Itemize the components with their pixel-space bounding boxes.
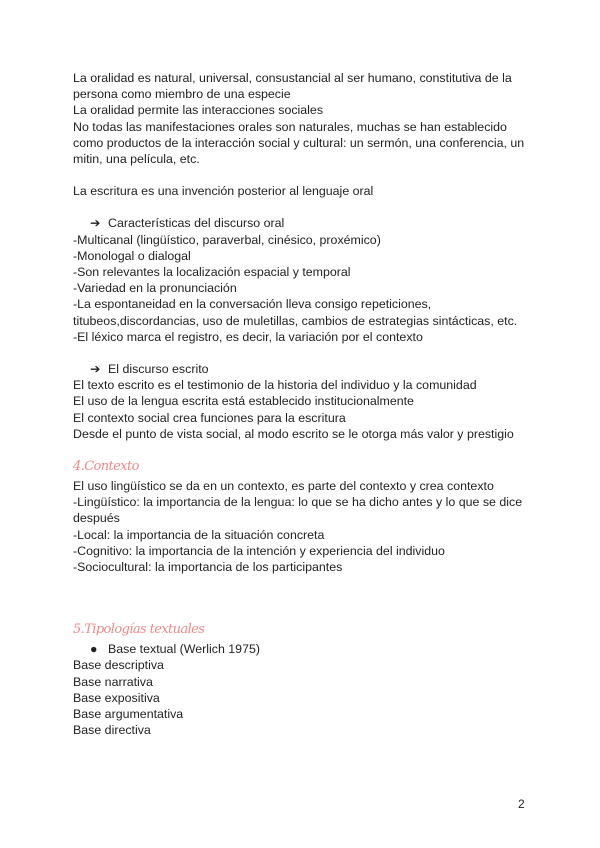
subsection-title-text: El discurso escrito — [108, 362, 209, 377]
bullet-icon: ● — [90, 642, 98, 657]
section-heading-contexto: 4.Contexto — [73, 459, 139, 475]
subsection-title-oral — [73, 215, 533, 231]
list-item: Base expositiva — [73, 690, 160, 705]
text-line: -Local: la importancia de la situación concreta — [73, 527, 325, 542]
list-item: El texto escrito es el testimonio de la historia del individuo y la comunidad — [73, 378, 477, 393]
list-item: El uso de la lengua escrita está establecido institucionalmente — [73, 394, 414, 409]
text-line: persona como miembro de una especie — [73, 87, 291, 102]
list-item: -Multicanal (lingüístico, paraverbal, cinésico, proxémico) — [73, 232, 381, 247]
list-item: Base argumentativa — [73, 707, 184, 722]
list-item: Base descriptiva — [73, 658, 164, 673]
text-line: -Cognitivo: la importancia de la intención y experiencia del individuo — [73, 543, 445, 558]
list-item: Desde el punto de vista social, al modo escrito se le otorga más valor y prestigio — [73, 426, 514, 441]
arrow-icon: ➔ — [90, 216, 101, 231]
list-item: titubeos,discordancias, uso de muletillas, cambios de estrategias sintácticas, etc. — [73, 313, 518, 328]
bullet-item — [73, 641, 533, 657]
subsection-title-text: Características del discurso oral — [108, 216, 285, 231]
list-item: -Monologal o dialogal — [73, 248, 191, 263]
list-item: -La espontaneidad en la conversación lleva consigo repeticiones, — [73, 297, 432, 312]
subsection-title-escrito — [73, 361, 533, 377]
text-line: -Sociocultural: la importancia de los participantes — [73, 560, 343, 575]
list-item: Base narrativa — [73, 674, 153, 689]
text-line: La oralidad es natural, universal, consustancial al ser humano, constitutiva de la — [73, 71, 512, 85]
text-line: La escritura es una invención posterior al lenguaje oral — [73, 184, 374, 199]
list-item: -Son relevantes la localización espacial y temporal — [73, 265, 351, 280]
text-line: No todas las manifestaciones orales son naturales, muchas se han establecido — [73, 119, 507, 134]
text-line: mitin, una película, etc. — [73, 152, 200, 167]
bullet-text: Base textual (Werlich 1975) — [108, 642, 260, 657]
list-item: El contexto social crea funciones para la escritura — [73, 410, 346, 425]
text-line: El uso lingüístico se da en un contexto, es parte del contexto y crea contexto — [73, 479, 494, 494]
page-number: 2 — [518, 797, 525, 811]
section-heading-tipologias: 5.Tipologías textuales — [73, 622, 205, 638]
text-line: después — [73, 511, 120, 526]
text-line: -Lingüístico: la importancia de la lengua: lo que se ha dicho antes y lo que se dice — [73, 495, 523, 510]
list-item: -El léxico marca el registro, es decir, la variación por el contexto — [73, 329, 423, 344]
text-line: como productos de la interacción social y cultural: un sermón, una conferencia, un — [73, 135, 525, 150]
list-item: Base directiva — [73, 723, 151, 738]
arrow-icon: ➔ — [90, 362, 101, 377]
list-item: -Variedad en la pronunciación — [73, 281, 237, 296]
document-body — [73, 70, 533, 739]
text-line: La oralidad permite las interacciones sociales — [73, 103, 324, 118]
